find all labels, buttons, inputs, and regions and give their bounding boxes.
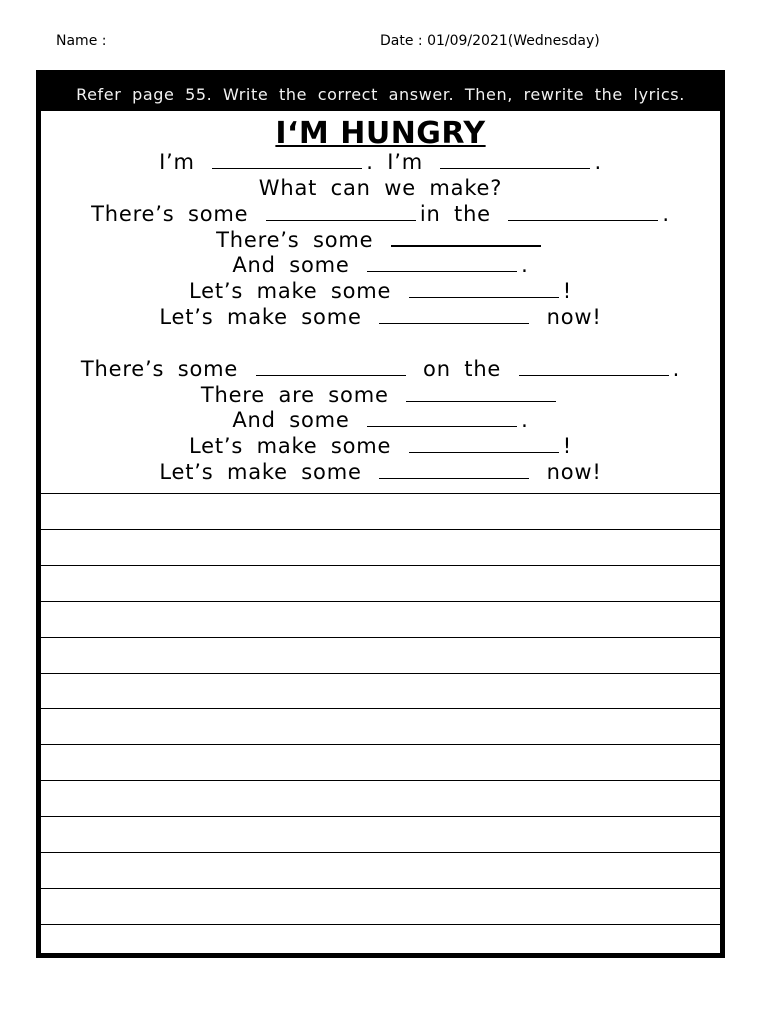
answer-blank[interactable] bbox=[266, 202, 416, 221]
lyric-text: ! bbox=[562, 279, 572, 303]
song-title: I‘M HUNGRY bbox=[275, 116, 486, 151]
answer-blank[interactable] bbox=[379, 305, 529, 324]
lyric-text: There’s some bbox=[91, 202, 249, 226]
lyric-text: There’s some bbox=[216, 228, 374, 252]
lyric-text: now! bbox=[546, 460, 602, 484]
lyric-text: There’s some bbox=[80, 357, 239, 381]
lyric-text: I’m bbox=[159, 150, 195, 174]
writing-line[interactable] bbox=[41, 565, 720, 566]
song-lyrics bbox=[41, 115, 720, 151]
lyric-line bbox=[41, 433, 720, 459]
writing-line[interactable] bbox=[41, 780, 720, 781]
lyric-text: And some bbox=[232, 408, 350, 432]
lyric-text: . bbox=[672, 357, 681, 381]
answer-blank[interactable] bbox=[409, 279, 559, 298]
lyric-line bbox=[41, 407, 720, 433]
lyric-text: ! bbox=[562, 434, 572, 458]
lyric-text: in the bbox=[419, 202, 491, 226]
answer-blank[interactable] bbox=[409, 434, 559, 453]
lyric-line bbox=[41, 175, 720, 201]
lyric-line bbox=[41, 459, 720, 485]
lyric-text: There are some bbox=[200, 383, 389, 407]
answer-blank[interactable] bbox=[508, 202, 658, 221]
lyric-line bbox=[41, 382, 720, 408]
instruction-text: Refer page 55. Write the correct answer. Then, rewrite the lyrics. bbox=[76, 84, 685, 104]
writing-line[interactable] bbox=[41, 637, 720, 638]
lyric-text: Let’s make some bbox=[159, 460, 362, 484]
writing-line[interactable] bbox=[41, 529, 720, 530]
lyric-line bbox=[41, 278, 720, 304]
writing-line[interactable] bbox=[41, 601, 720, 602]
lyric-text: . bbox=[594, 150, 602, 174]
writing-line[interactable] bbox=[41, 708, 720, 709]
answer-blank[interactable] bbox=[440, 150, 590, 169]
lyric-text: What can we make? bbox=[258, 176, 503, 200]
writing-line[interactable] bbox=[41, 493, 720, 494]
answer-blank[interactable] bbox=[256, 357, 406, 376]
answer-blank[interactable] bbox=[391, 227, 541, 247]
lyric-line bbox=[41, 227, 720, 253]
date-label: Date : 01/09/2021(Wednesday) bbox=[380, 33, 600, 49]
lyric-line bbox=[41, 304, 720, 330]
lyric-text: Let’s make some bbox=[159, 305, 362, 329]
lyric-text: on the bbox=[423, 357, 502, 381]
worksheet-frame bbox=[36, 70, 725, 958]
lyric-line bbox=[41, 201, 720, 227]
lyric-text: . bbox=[521, 408, 529, 432]
answer-blank[interactable] bbox=[519, 357, 669, 376]
instruction-bar bbox=[41, 75, 720, 111]
writing-line[interactable] bbox=[41, 852, 720, 853]
answer-blank[interactable] bbox=[367, 408, 517, 427]
answer-blank[interactable] bbox=[379, 460, 529, 479]
writing-line[interactable] bbox=[41, 673, 720, 674]
answer-blank[interactable] bbox=[367, 253, 517, 272]
writing-line[interactable] bbox=[41, 924, 720, 925]
lyric-text: . I’m bbox=[366, 150, 423, 174]
answer-blank[interactable] bbox=[406, 383, 556, 402]
writing-line[interactable] bbox=[41, 888, 720, 889]
writing-line[interactable] bbox=[41, 744, 720, 745]
lyric-text: now! bbox=[546, 305, 602, 329]
writing-line[interactable] bbox=[41, 816, 720, 817]
writing-area[interactable] bbox=[41, 493, 720, 953]
answer-blank[interactable] bbox=[212, 150, 362, 169]
lyric-text: Let’s make some bbox=[189, 279, 392, 303]
lyric-text: Let’s make some bbox=[189, 434, 392, 458]
lyric-text: . bbox=[521, 253, 529, 277]
lyric-text: And some bbox=[232, 253, 350, 277]
lyric-line bbox=[41, 356, 720, 382]
lyric-text: . bbox=[662, 202, 670, 226]
lyric-line bbox=[41, 149, 720, 175]
lyric-line bbox=[41, 252, 720, 278]
name-label: Name : bbox=[56, 33, 107, 49]
